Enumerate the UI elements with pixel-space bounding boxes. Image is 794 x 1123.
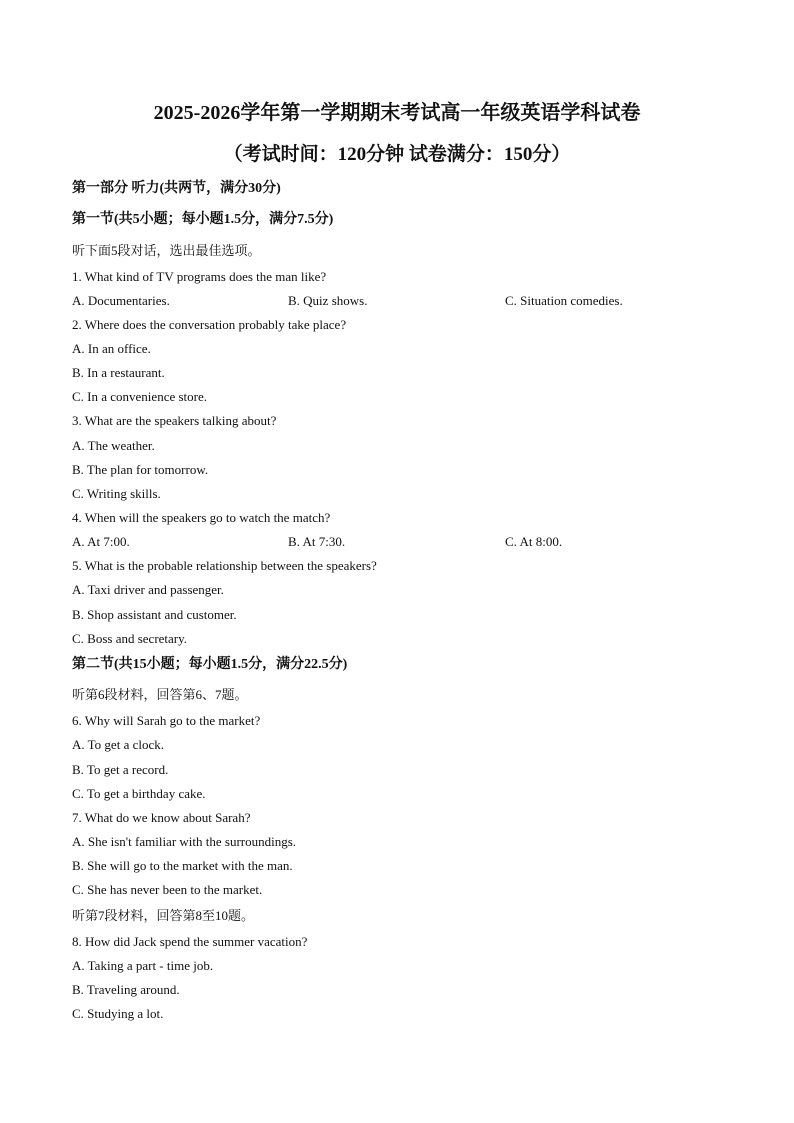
q4-option-b: B. At 7:30. bbox=[288, 534, 346, 549]
question-8: 8. How did Jack spend the summer vacation? bbox=[72, 934, 308, 949]
q8-option-c: C. Studying a lot. bbox=[72, 1006, 164, 1021]
q7-option-c: C. She has never been to the market. bbox=[72, 882, 263, 897]
q5-option-a: A. Taxi driver and passenger. bbox=[72, 582, 224, 597]
section1-heading: 第一节(共5小题；每小题1.5分，满分7.5分) bbox=[72, 212, 334, 227]
q8-option-a: A. Taking a part - time job. bbox=[72, 958, 214, 973]
question-7: 7. What do we know about Sarah? bbox=[72, 810, 251, 825]
q6-option-b: B. To get a record. bbox=[72, 762, 169, 777]
question-1: 1. What kind of TV programs does the man like? bbox=[72, 269, 327, 284]
section2-instruction-7: 听第7段材料，回答第8至10题。 bbox=[72, 908, 255, 923]
q3-option-b: B. The plan for tomorrow. bbox=[72, 462, 209, 477]
q2-option-b: B. In a restaurant. bbox=[72, 365, 165, 380]
q7-option-b: B. She will go to the market with the man. bbox=[72, 858, 293, 873]
question-6: 6. Why will Sarah go to the market? bbox=[72, 713, 261, 728]
q4-option-c: C. At 8:00. bbox=[505, 534, 563, 549]
q7-option-a: A. She isn't familiar with the surroundings. bbox=[72, 834, 297, 849]
question-3: 3. What are the speakers talking about? bbox=[72, 413, 277, 428]
q8-option-b: B. Traveling around. bbox=[72, 982, 180, 997]
q2-option-a: A. In an office. bbox=[72, 341, 151, 356]
part1-heading: 第一部分 听力(共两节，满分30分) bbox=[72, 181, 281, 196]
q1-option-a: A. Documentaries. bbox=[72, 293, 170, 308]
section2-instruction-6: 听第6段材料，回答第6、7题。 bbox=[72, 687, 248, 702]
section1-instruction: 听下面5段对话，选出最佳选项。 bbox=[72, 243, 261, 258]
q3-option-a: A. The weather. bbox=[72, 438, 155, 453]
q2-option-c: C. In a convenience store. bbox=[72, 389, 208, 404]
exam-title: 2025-2026学年第一学期期末考试高一年级英语学科试卷 bbox=[153, 102, 641, 124]
q5-option-c: C. Boss and secretary. bbox=[72, 631, 188, 646]
q5-option-b: B. Shop assistant and customer. bbox=[72, 607, 237, 622]
q1-option-c: C. Situation comedies. bbox=[505, 293, 623, 308]
q4-option-a: A. At 7:00. bbox=[72, 534, 130, 549]
question-2: 2. Where does the conversation probably take place? bbox=[72, 317, 347, 332]
question-5: 5. What is the probable relationship between the speakers? bbox=[72, 558, 377, 573]
q6-option-c: C. To get a birthday cake. bbox=[72, 786, 206, 801]
q1-option-b: B. Quiz shows. bbox=[288, 293, 368, 308]
section2-heading: 第二节(共15小题；每小题1.5分，满分22.5分) bbox=[72, 657, 348, 672]
q3-option-c: C. Writing skills. bbox=[72, 486, 161, 501]
q6-option-a: A. To get a clock. bbox=[72, 737, 164, 752]
question-4: 4. When will the speakers go to watch the match? bbox=[72, 510, 331, 525]
exam-subtitle: （考试时间：120分钟 试卷满分：150分） bbox=[223, 144, 571, 165]
